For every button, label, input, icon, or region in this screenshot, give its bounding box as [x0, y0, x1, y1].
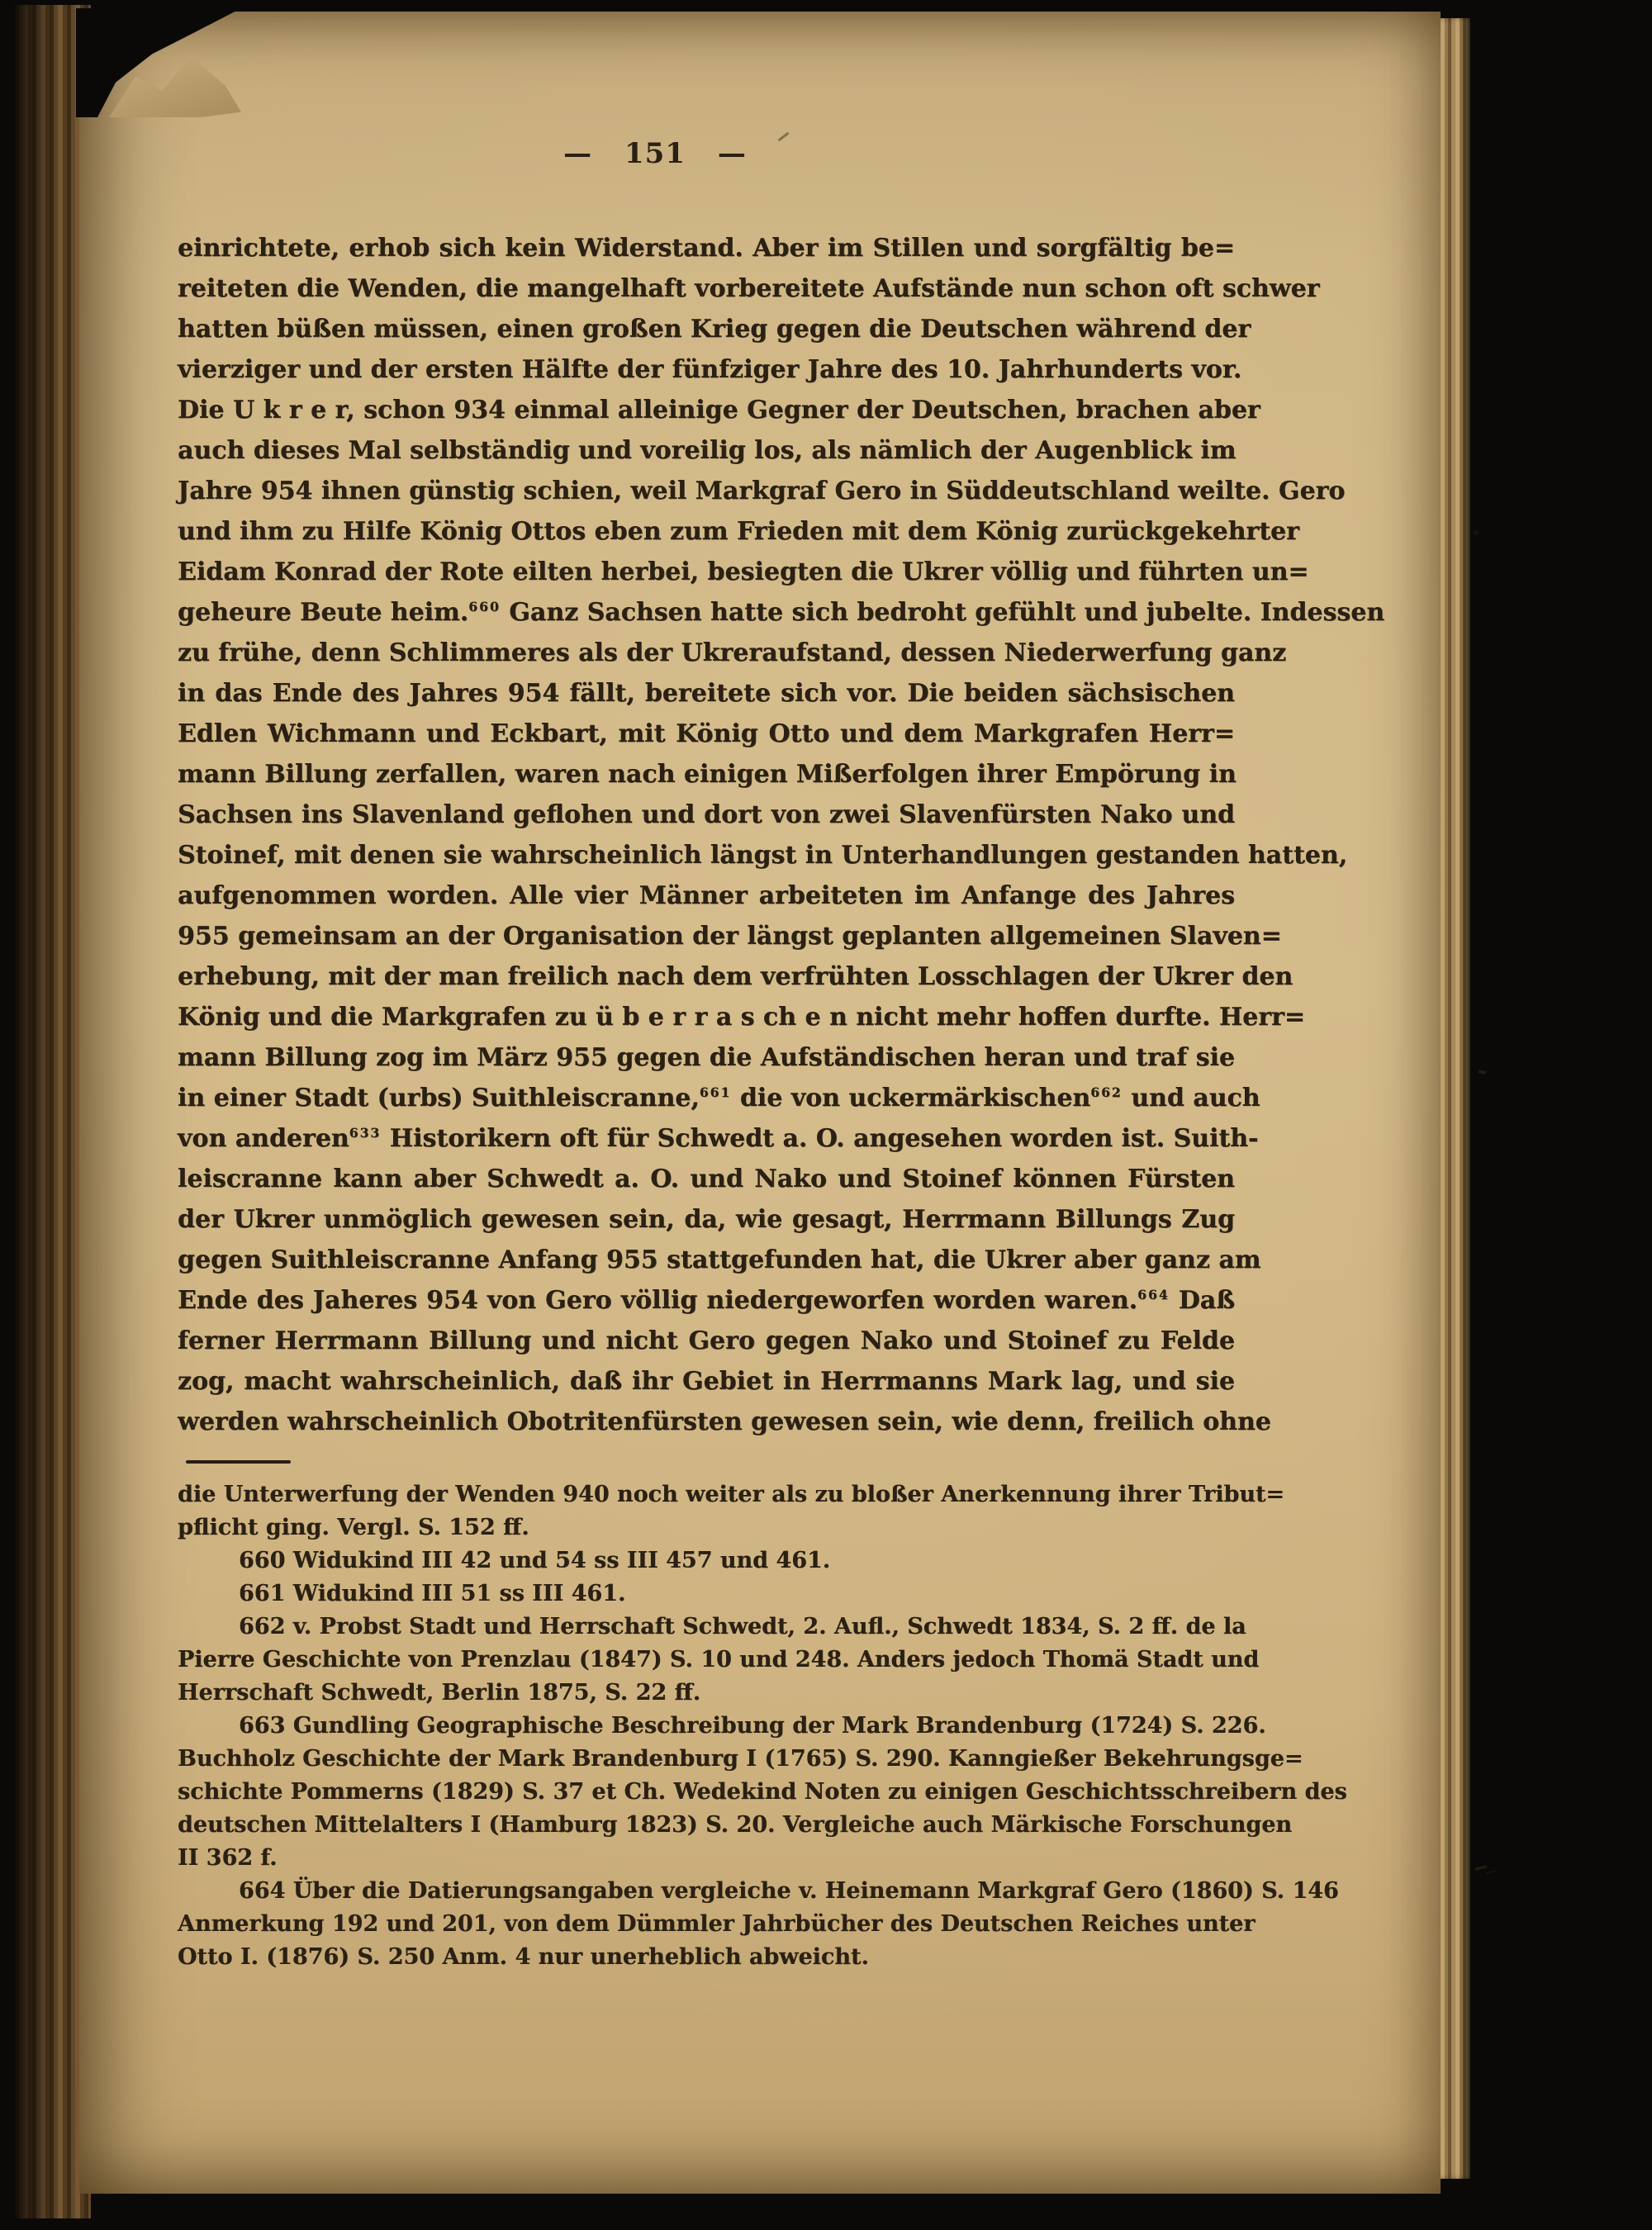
text-line: 661 Widukind III 51 ss III 461.	[239, 1581, 626, 1606]
text-line: und ihm zu Hilfe König Ottos eben zum Frieden mit dem König zurückgekehrter	[178, 517, 1299, 546]
text-line: pflicht ging. Vergl. S. 152 ff.	[178, 1515, 529, 1540]
text-line: deutschen Mittelalters I (Hamburg 1823) S. 20. Vergleiche auch Märkische Forschungen	[178, 1812, 1293, 1838]
footnotes	[178, 1478, 1347, 1974]
text-line: in das Ende des Jahres 954 fällt, bereitete sich vor. Die beiden sächsischen	[178, 679, 1235, 708]
text-line: auch dieses Mal selbständig und voreilig los, als nämlich der Augenblick im	[178, 436, 1237, 465]
footnote-separator-rule	[186, 1460, 291, 1464]
pencil-mark	[1474, 530, 1479, 535]
header-dash-right: —	[717, 137, 747, 170]
pencil-mark	[1479, 1070, 1487, 1075]
page-number: 151	[624, 137, 686, 170]
text-line: zu frühe, denn Schlimmeres als der Ukreraufstand, dessen Niederwerfung ganz	[178, 638, 1287, 667]
text-line: in einer Stadt (urbs) Suithleiscranne,$^{661}$ die von uckermärkischen$^{662}$ und auch	[178, 1084, 1260, 1113]
text-line: von anderen$^{633}$ Historikern oft für Schwedt a. O. angesehen worden ist. Suith-	[178, 1124, 1259, 1153]
text-line: schichte Pommerns (1829) S. 37 et Ch. Wedekind Noten zu einigen Geschichtsschreibern des	[178, 1779, 1347, 1805]
text-line: zog, macht wahrscheinlich, daß ihr Gebiet in Herrmanns Mark lag, und sie	[178, 1367, 1235, 1396]
text-line: 663 Gundling Geographische Beschreibung der Mark Brandenburg (1724) S. 226.	[239, 1713, 1266, 1739]
book-page	[79, 12, 1441, 2194]
text-line: Edlen Wichmann und Eckbart, mit König Otto und dem Markgrafen Herr=	[178, 719, 1235, 748]
text-line: II 362 f.	[178, 1845, 278, 1871]
text-line: mann Billung zerfallen, waren nach einigen Mißerfolgen ihrer Empörung in	[178, 760, 1237, 789]
text-line: leiscranne kann aber Schwedt a. O. und Nako und Stoinef können Fürsten	[178, 1165, 1235, 1193]
text-line: erhebung, mit der man freilich nach dem verfrühten Losschlagen der Ukrer den	[178, 962, 1294, 991]
text-line: 662 v. Probst Stadt und Herrschaft Schwedt, 2. Aufl., Schwedt 1834, S. 2 ff. de la	[239, 1614, 1246, 1639]
text-line: werden wahrscheinlich Obotritenfürsten gewesen sein, wie denn, freilich ohne	[178, 1407, 1271, 1436]
text-line: Eidam Konrad der Rote eilten herbei, besiegten die Ukrer völlig und führten un=	[178, 558, 1309, 586]
text-line: Herrschaft Schwedt, Berlin 1875, S. 22 ff.	[178, 1680, 701, 1706]
text-line: der Ukrer unmöglich gewesen sein, da, wie gesagt, Herrmann Billungs Zug	[178, 1205, 1235, 1234]
text-line: die Unterwerfung der Wenden 940 noch weiter als zu bloßer Anerkennung ihrer Tribut=	[178, 1482, 1285, 1507]
text-line: vierziger und der ersten Hälfte der fünfziger Jahre des 10. Jahrhunderts vor.	[178, 355, 1242, 384]
text-line: ferner Herrmann Billung und nicht Gero gegen Nako und Stoinef zu Felde	[178, 1326, 1235, 1355]
text-line: reiteten die Wenden, die mangelhaft vorbereitete Aufstände nun schon oft schwer	[178, 274, 1320, 303]
text-line: 660 Widukind III 42 und 54 ss III 457 und 461.	[239, 1548, 831, 1573]
text-line: Jahre 954 ihnen günstig schien, weil Markgraf Gero in Süddeutschland weilte. Gero	[178, 477, 1346, 505]
text-line: Anmerkung 192 und 201, von dem Dümmler Jahrbücher des Deutschen Reiches unter	[178, 1911, 1256, 1937]
text-line: aufgenommen worden. Alle vier Männer arbeiteten im Anfange des Jahres	[178, 881, 1235, 910]
text-line: geheure Beute heim.$^{660}$ Ganz Sachsen hatte sich bedroht gefühlt und jubelte. Indessen	[178, 598, 1385, 627]
text-line: Die U k r e r, schon 934 einmal alleinige Gegner der Deutschen, brachen aber	[178, 396, 1260, 425]
text-line: Otto I. (1876) S. 250 Anm. 4 nur unerheblich abweicht.	[178, 1944, 869, 1970]
text-line: Buchholz Geschichte der Mark Brandenburg I (1765) S. 290. Kanngießer Bekehrungsge=	[178, 1746, 1303, 1772]
text-line: mann Billung zog im März 955 gegen die Aufständischen heran und traf sie	[178, 1043, 1235, 1072]
text-line: gegen Suithleiscranne Anfang 955 stattgefunden hat, die Ukrer aber ganz am	[178, 1245, 1261, 1274]
text-line: Stoinef, mit denen sie wahrscheinlich längst in Unterhandlungen gestanden hatten,	[178, 841, 1348, 870]
text-line: Pierre Geschichte von Prenzlau (1847) S. 10 und 248. Anders jedoch Thomä Stadt und	[178, 1647, 1260, 1672]
text-line: 955 gemeinsam an der Organisation der längst geplanten allgemeinen Slaven=	[178, 922, 1282, 951]
body-text	[178, 228, 1385, 1442]
text-line: hatten büßen müssen, einen großen Krieg gegen die Deutschen während der	[178, 315, 1251, 344]
text-line: Ende des Jaheres 954 von Gero völlig niedergeworfen worden waren.$^{664}$ Daß	[178, 1286, 1235, 1315]
text-line: Sachsen ins Slavenland geflohen und dort von zwei Slavenfürsten Nako und	[178, 800, 1235, 829]
header-dash-left: —	[563, 137, 593, 170]
text-line: einrichtete, erhob sich kein Widerstand. Aber im Stillen und sorgfältig be=	[178, 234, 1235, 263]
page-edges-strip	[1441, 18, 1470, 2179]
text-line: König und die Markgrafen zu ü b e r r a s ch e n nicht mehr hoffen durfte. Herr=	[178, 1003, 1306, 1032]
text-line: 664 Über die Datierungsangaben vergleiche v. Heinemann Markgraf Gero (1860) S. 146	[239, 1878, 1339, 1904]
pencil-mark	[1475, 1865, 1487, 1871]
page-header	[126, 137, 1184, 170]
